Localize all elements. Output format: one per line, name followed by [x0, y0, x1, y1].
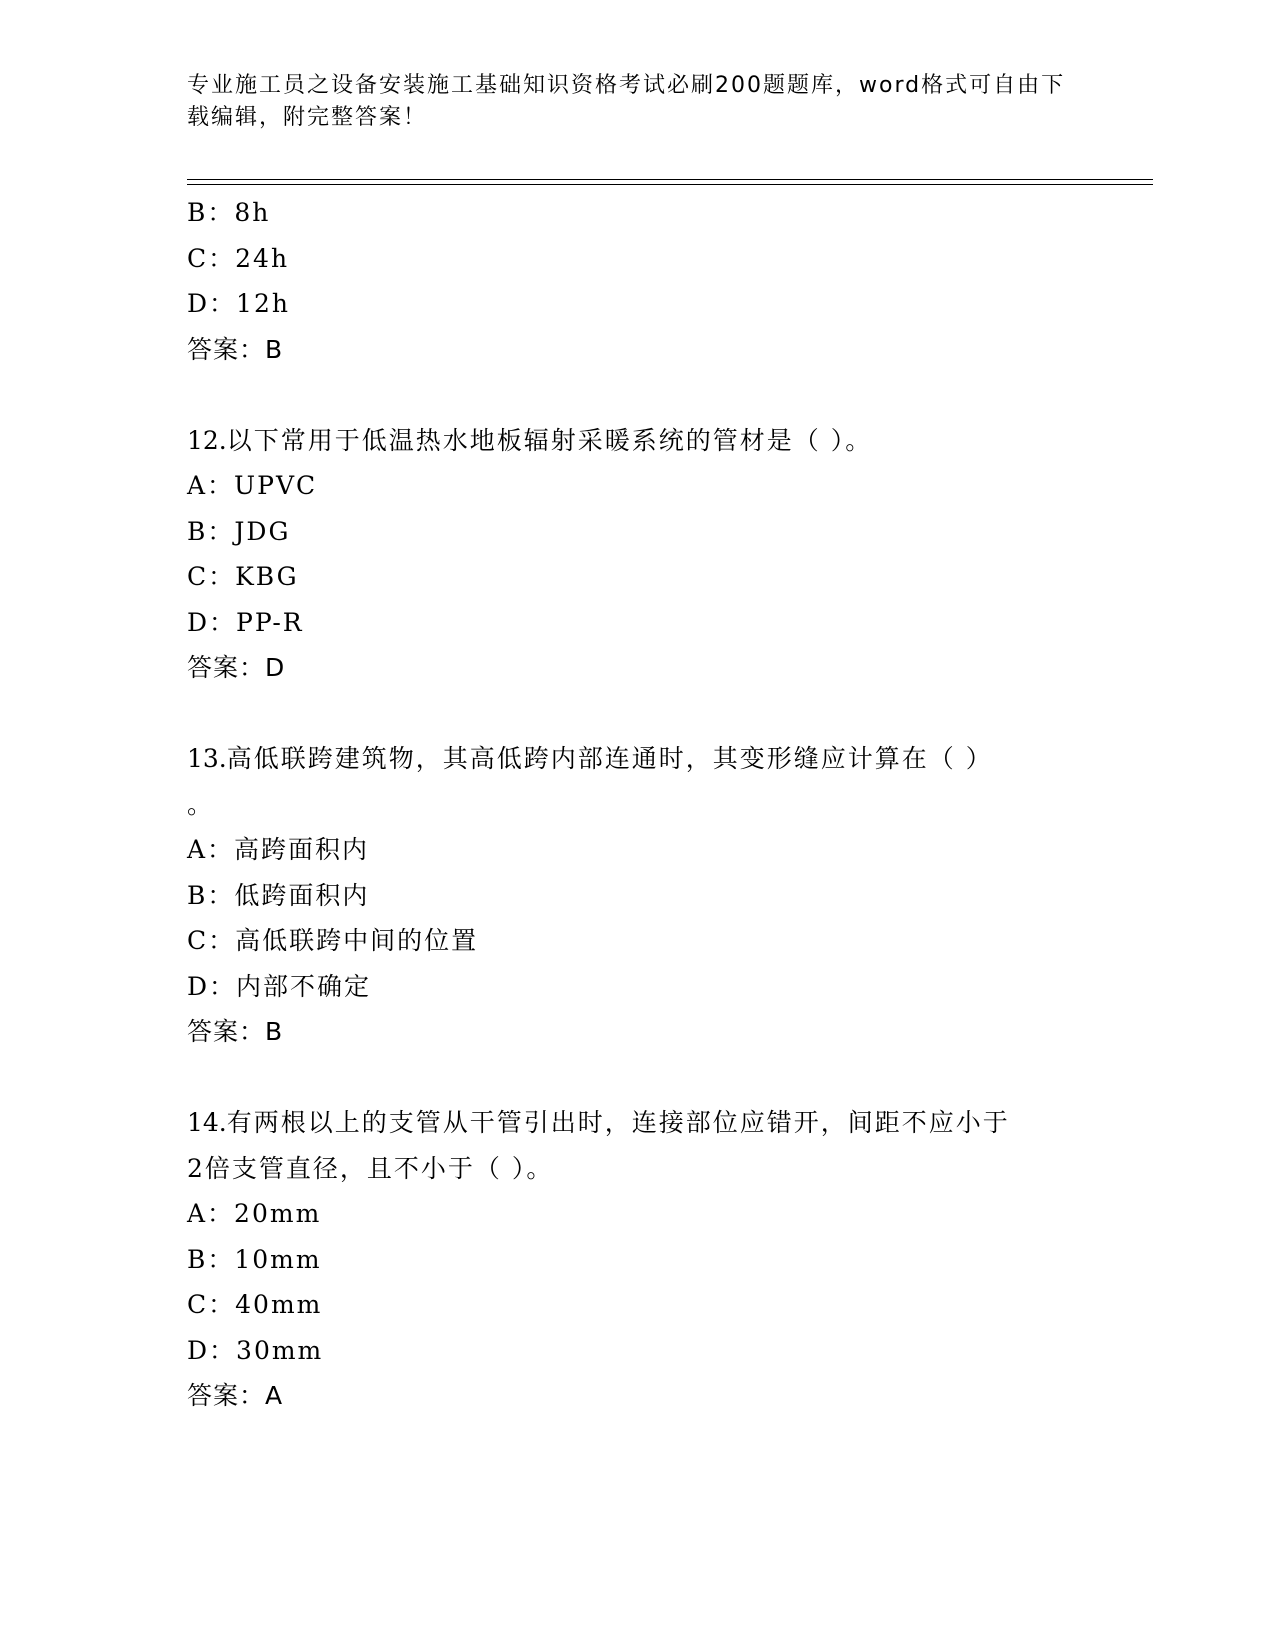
question-stem: [187, 418, 1087, 464]
answer-line: 答案：D: [187, 653, 286, 682]
document-header: 专业施工员之设备安装施工基础知识资格考试必刷200题题库，word格式可自由下载编辑，附完整答案！: [187, 73, 1066, 130]
header-divider-bottom: [187, 184, 1153, 185]
previous-question-continuation: [187, 190, 1087, 372]
option-b: B：8h: [187, 198, 271, 227]
answer-line: 答案：A: [187, 1381, 284, 1410]
option-d: D：PP-R: [187, 607, 304, 637]
question-text: 高低联跨建筑物，其高低跨内部连通时，其变形缝应计算在（ ）: [226, 744, 993, 773]
question-stem: [187, 1100, 1087, 1146]
option-b: B：10mm: [187, 1244, 322, 1274]
question-number: 14.: [187, 1108, 227, 1137]
option-a: A：20mm: [187, 1199, 322, 1228]
question-stem: [187, 736, 1087, 782]
question-text: 有两根以上的支管从干管引出时，连接部位应错开，间距不应小于: [226, 1108, 1010, 1137]
question-13: [187, 736, 1087, 1055]
answer-line: 答案：B: [187, 1017, 284, 1046]
option-c: C：40mm: [187, 1290, 323, 1319]
option-d: D：30mm: [187, 1335, 324, 1365]
question-number: 12.: [187, 425, 227, 455]
option-a: A：UPVC: [187, 471, 318, 500]
option-b: B：JDG: [187, 516, 291, 546]
question-text: 以下常用于低温热水地板辐射采暖系统的管材是（ ）。: [226, 425, 873, 455]
question-stem-continued: 。: [187, 789, 215, 819]
question-12: [187, 418, 1087, 691]
question-14: [187, 1100, 1087, 1419]
question-content: [187, 190, 1087, 1419]
option-c: C：高低联跨中间的位置: [187, 926, 479, 955]
question-stem-continued: 2倍支管直径，且不小于（ ）。: [187, 1153, 554, 1183]
answer-line: 答案：B: [187, 334, 284, 364]
option-c: C：KBG: [187, 562, 299, 591]
option-d: D：12h: [187, 289, 290, 318]
option-a: A：高跨面积内: [187, 835, 370, 864]
question-number: 13.: [187, 744, 227, 773]
option-b: B：低跨面积内: [187, 880, 370, 910]
header-divider-top: [187, 179, 1153, 180]
option-d: D：内部不确定: [187, 971, 372, 1001]
option-c: C：24h: [187, 243, 290, 273]
